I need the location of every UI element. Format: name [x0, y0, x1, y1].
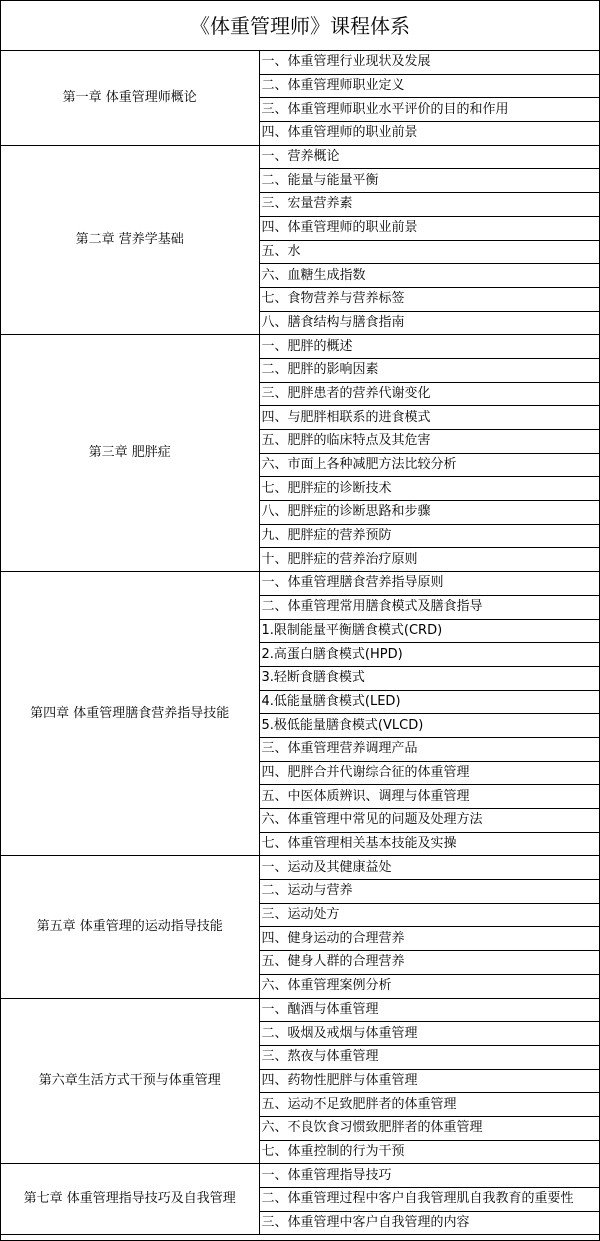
chapter-item: 五、水: [259, 240, 599, 264]
chapter-item: 二、能量与能量平衡: [259, 169, 599, 193]
chapter-item: 三、运动处方: [259, 903, 599, 927]
chapter-item: 三、肥胖患者的营养代谢变化: [259, 382, 599, 406]
chapter-item: 二、体重管理常用膳食模式及膳食指导: [259, 595, 599, 619]
chapter-item: 三、熬夜与体重管理: [259, 1045, 599, 1069]
chapter-item: 三、体重管理师职业水平评价的目的和作用: [259, 98, 599, 122]
chapter-item: 二、体重管理过程中客户自我管理肌自我教育的重要性: [259, 1188, 599, 1212]
chapter-item: 五、运动不足致肥胖者的体重管理: [259, 1093, 599, 1117]
chapter-item: 一、体重管理指导技巧: [259, 1164, 599, 1188]
chapter-title: 第六章生活方式干预与体重管理: [1, 998, 259, 1164]
chapter-item: 一、酗酒与体重管理: [259, 998, 599, 1022]
chapter-item: 五、肥胖的临床特点及其危害: [259, 430, 599, 454]
chapter-item: 六、血糖生成指数: [259, 264, 599, 288]
chapter-item: 五、健身人群的合理营养: [259, 951, 599, 975]
chapter-title: 第七章 体重管理指导技巧及自我管理: [1, 1164, 259, 1235]
chapter-item: 3.轻断食膳食模式: [259, 666, 599, 690]
chapter-item: 四、健身运动的合理营养: [259, 927, 599, 951]
table-row: [1, 998, 599, 1022]
chapter-item: 六、市面上各种减肥方法比较分析: [259, 453, 599, 477]
course-table: [1, 51, 599, 1235]
chapter-item: 5.极低能量膳食模式(VLCD): [259, 714, 599, 738]
table-row: [1, 856, 599, 880]
chapter-item: 九、肥胖症的营养预防: [259, 524, 599, 548]
chapter-item: 二、吸烟及戒烟与体重管理: [259, 1022, 599, 1046]
chapter-item: 一、营养概论: [259, 145, 599, 169]
chapter-item: 八、膳食结构与膳食指南: [259, 311, 599, 335]
chapter-item: 八、肥胖症的诊断思路和步骤: [259, 501, 599, 525]
chapter-item: 一、体重管理膳食营养指导原则: [259, 572, 599, 596]
chapter-item: 七、体重控制的行为干预: [259, 1140, 599, 1164]
chapter-item: 三、体重管理营养调理产品: [259, 737, 599, 761]
chapter-item: 七、体重管理相关基本技能及实操: [259, 832, 599, 856]
chapter-item: 四、药物性肥胖与体重管理: [259, 1069, 599, 1093]
chapter-item: 4.低能量膳食模式(LED): [259, 690, 599, 714]
chapter-item: 二、运动与营养: [259, 880, 599, 904]
chapter-item: 一、运动及其健康益处: [259, 856, 599, 880]
chapter-item: 1.限制能量平衡膳食模式(CRD): [259, 619, 599, 643]
chapter-item: 二、肥胖的影响因素: [259, 358, 599, 382]
chapter-title: 第五章 体重管理的运动指导技能: [1, 856, 259, 998]
table-row: [1, 572, 599, 596]
chapter-item: 六、体重管理案例分析: [259, 974, 599, 998]
chapter-item: 六、不良饮食习惯致肥胖者的体重管理: [259, 1116, 599, 1140]
table-row: [1, 51, 599, 74]
chapter-item: 四、肥胖合并代谢综合征的体重管理: [259, 761, 599, 785]
chapter-item: 三、宏量营养素: [259, 193, 599, 217]
chapter-item: 七、食物营养与营养标签: [259, 287, 599, 311]
chapter-item: 一、体重管理行业现状及发展: [259, 51, 599, 74]
chapter-item: 三、体重管理中客户自我管理的内容: [259, 1211, 599, 1235]
chapter-item: 五、中医体质辨识、调理与体重管理: [259, 785, 599, 809]
chapter-title: 第二章 营养学基础: [1, 145, 259, 335]
chapter-item: 2.高蛋白膳食模式(HPD): [259, 643, 599, 667]
chapter-item: 六、体重管理中常见的问题及处理方法: [259, 809, 599, 833]
chapter-item: 四、与肥胖相联系的进食模式: [259, 406, 599, 430]
table-row: [1, 1164, 599, 1188]
chapter-title: 第一章 体重管理师概论: [1, 51, 259, 145]
chapter-item: 七、肥胖症的诊断技术: [259, 477, 599, 501]
chapter-item: 一、肥胖的概述: [259, 335, 599, 359]
chapter-item: 十、肥胖症的营养治疗原则: [259, 548, 599, 572]
chapter-item: 四、体重管理师的职业前景: [259, 122, 599, 146]
chapter-item: 四、体重管理师的职业前景: [259, 216, 599, 240]
chapter-title: 第四章 体重管理膳食营养指导技能: [1, 572, 259, 856]
table-row: [1, 145, 599, 169]
table-row: [1, 335, 599, 359]
chapter-title: 第三章 肥胖症: [1, 335, 259, 572]
chapter-item: 二、体重管理师职业定义: [259, 74, 599, 98]
document-title: 《体重管理师》课程体系: [1, 1, 599, 51]
